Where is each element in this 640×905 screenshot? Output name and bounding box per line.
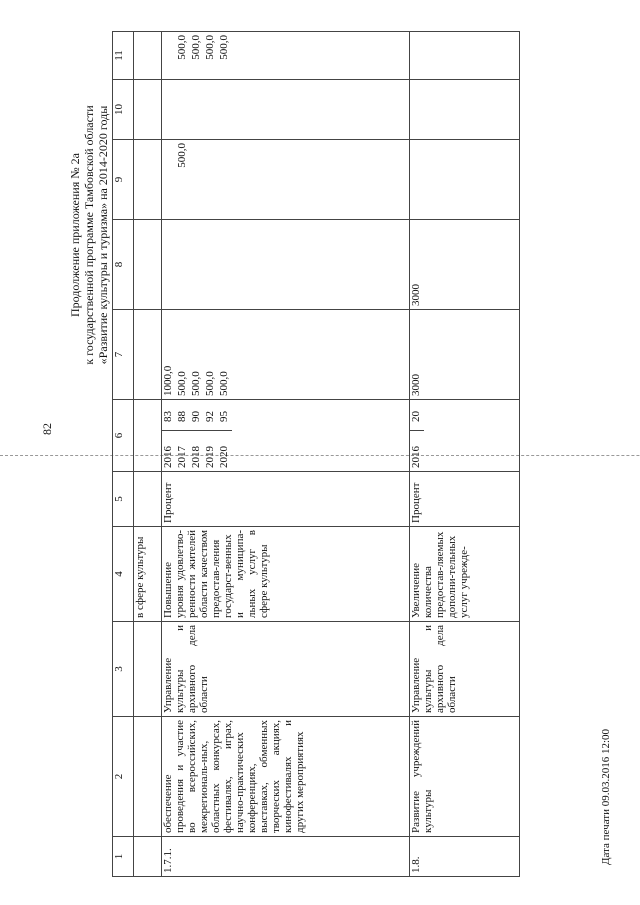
value: 3000 <box>410 220 520 310</box>
funding-col-9 <box>162 140 410 220</box>
continuation-row <box>134 32 162 877</box>
value: 500,0 <box>190 35 202 60</box>
appendix-header <box>68 85 110 385</box>
years-targets <box>410 400 520 472</box>
table-row-1-7-1 <box>162 32 410 877</box>
year: 2020 <box>218 431 232 469</box>
executor: Управление культуры и архивного дела области <box>162 622 410 717</box>
col-number: 6 <box>113 400 134 472</box>
page-number: 82 <box>40 423 54 435</box>
executor: Управление культуры и архивного дела области <box>410 622 520 717</box>
col-number: 2 <box>113 717 134 837</box>
target: 20 <box>410 411 422 422</box>
target: 88 <box>176 411 188 422</box>
print-date: Дата печати 09.03.2016 12:00 <box>600 728 612 865</box>
col-number: 10 <box>113 80 134 140</box>
funding-col-8 <box>162 220 410 310</box>
column-number-row <box>113 32 134 877</box>
row-id: 1.7.1. <box>162 837 410 877</box>
value: 500,0 <box>204 371 216 396</box>
target: 95 <box>218 411 230 422</box>
year: 2019 <box>204 431 218 469</box>
header-line-1: Продолжение приложения № 2а <box>68 153 82 318</box>
header-line-3: «Развитие культуры и туризма» на 2014-2020 годы <box>96 105 110 365</box>
value: 500,0 <box>204 35 216 60</box>
funding-col-11 <box>162 32 410 80</box>
program-table <box>112 31 520 877</box>
value: 500,0 <box>176 35 188 60</box>
indicator: Повышение уровня удовлетво-ренности жителей области качеством предостав-ления государст-венных и муниципа-льных услуг в сфере культуры <box>162 527 410 622</box>
value: 3000 <box>410 310 520 400</box>
value: 500,0 <box>176 371 188 396</box>
year: 2018 <box>190 431 204 469</box>
funding-col-10 <box>162 80 410 140</box>
header-line-2: к государственной программе Тамбовской области <box>82 105 96 365</box>
year: 2017 <box>176 431 190 469</box>
value: 500,0 <box>218 371 230 396</box>
col-number: 9 <box>113 140 134 220</box>
col-number: 8 <box>113 220 134 310</box>
target: 90 <box>190 411 202 422</box>
years-targets <box>162 400 410 472</box>
col-number: 1 <box>113 837 134 877</box>
col-number: 3 <box>113 622 134 717</box>
value: 500,0 <box>190 371 202 396</box>
unit: Процент <box>410 472 520 527</box>
unit: Процент <box>162 472 410 527</box>
indicator: Увеличение количества предостав-ляемых дополни-тельных услуг учрежде- <box>410 527 520 622</box>
target: 92 <box>204 411 216 422</box>
event-name: обеспечение проведения и участие во всероссийских, межрегиональ-ных, областных конкурсах, фестивалях, играх, научно-практических конференциях, выставках, обменных творческих акциях, кинофестивалях и других мероприятиях <box>162 717 410 837</box>
col-number: 11 <box>113 32 134 80</box>
value: 500,0 <box>176 143 188 168</box>
event-name: Развитие учреждений культуры <box>410 717 520 837</box>
col-number: 7 <box>113 310 134 400</box>
col-number: 5 <box>113 472 134 527</box>
target: 83 <box>162 411 174 422</box>
col-number: 4 <box>113 527 134 622</box>
continuation-text: в сфере культуры <box>134 527 162 622</box>
year: 2016 <box>410 431 424 469</box>
table-row-1-8 <box>410 32 520 877</box>
funding-col-7 <box>162 310 410 400</box>
row-id: 1.8. <box>410 837 520 877</box>
value: 1000,0 <box>162 365 174 396</box>
value: 500,0 <box>218 35 230 60</box>
year: 2016 <box>162 431 176 469</box>
